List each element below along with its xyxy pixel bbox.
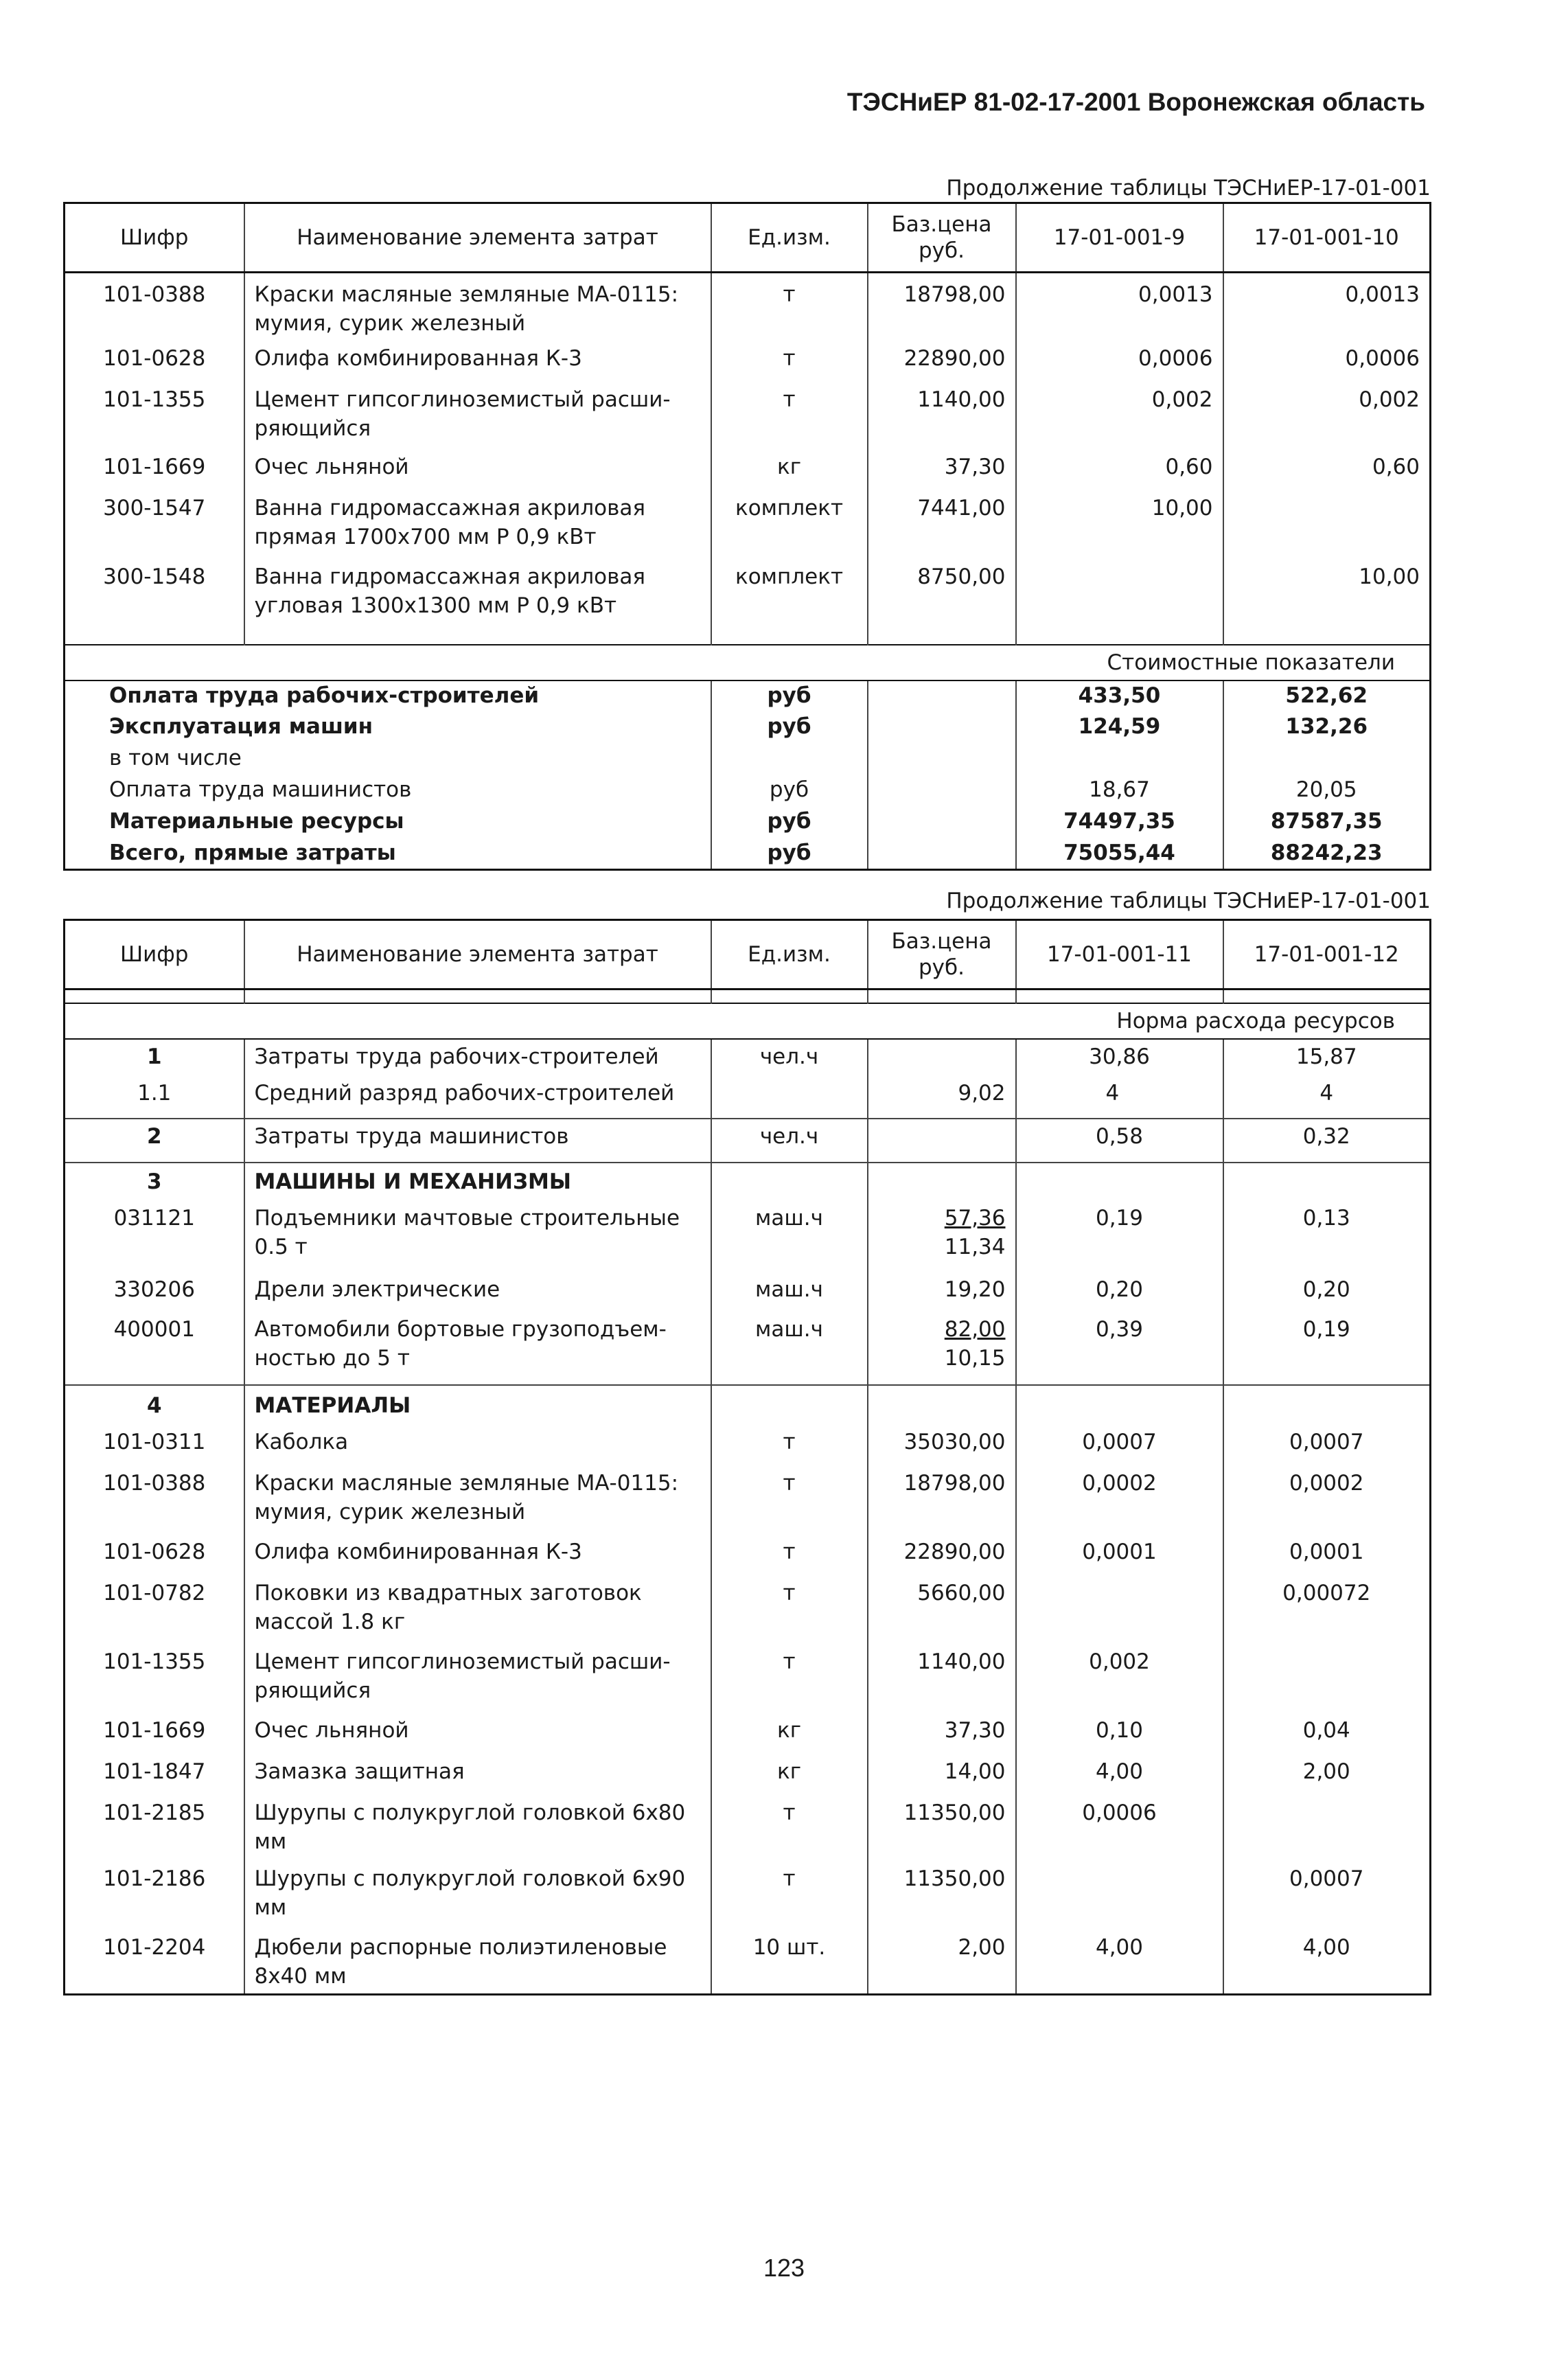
- cost-unit: руб: [711, 775, 868, 807]
- row-code: 300-1548: [65, 562, 244, 631]
- cost-value-2: 522,62: [1223, 681, 1431, 712]
- row-price: 11350,00: [868, 1864, 1016, 1933]
- row-price: 5660,00: [868, 1579, 1016, 1647]
- row-value-1: 0,0007: [1016, 1428, 1223, 1469]
- row-value-2: 2,00: [1223, 1757, 1431, 1798]
- row-value-1: 0,0006: [1016, 1798, 1223, 1864]
- row-name: Ванна гидромассажная акриловая прямая 1700х700 мм Р 0,9 кВт: [244, 494, 711, 562]
- cost-row: [65, 807, 1431, 838]
- col-header-unit: Ед.изм.: [711, 920, 868, 990]
- row-name: Цемент гипсоглиноземистый расши-ряющийся: [244, 1647, 711, 1716]
- table-row: [65, 1864, 1431, 1933]
- cost-unit: руб: [711, 681, 868, 712]
- table1: [63, 202, 1431, 871]
- row-unit: т: [711, 344, 868, 385]
- table-row: [65, 1204, 1431, 1275]
- cost-unit: руб: [711, 807, 868, 838]
- row-unit: маш.ч: [711, 1204, 868, 1275]
- row-value-2: 0,0007: [1223, 1864, 1431, 1933]
- row-code: 101-0388: [65, 273, 244, 344]
- col-header-name: Наименование элемента затрат: [244, 203, 711, 273]
- row-code: 101-0782: [65, 1579, 244, 1647]
- spacer-row: [65, 631, 1431, 645]
- cost-name: Всего, прямые затраты: [65, 838, 711, 870]
- row-name: Подъемники мачтовые строительные 0.5 т: [244, 1204, 711, 1275]
- row-value-1: 0,0001: [1016, 1537, 1223, 1579]
- row-price: 37,30: [868, 453, 1016, 494]
- row-unit: т: [711, 385, 868, 453]
- row-value-1: 0,0013: [1016, 273, 1223, 344]
- row-value-1: 0,0006: [1016, 344, 1223, 385]
- cost-name: Оплата труда машинистов: [65, 775, 711, 807]
- col-header-code: Шифр: [65, 920, 244, 990]
- row-unit: т: [711, 1428, 868, 1469]
- table-row: [65, 453, 1431, 494]
- table2-continuation-label: Продолжение таблицы ТЭСНиЕР-17-01-001: [946, 889, 1431, 913]
- row-value-1: 30,86: [1016, 1039, 1223, 1079]
- row-price: 22890,00: [868, 344, 1016, 385]
- row-unit: [711, 1385, 868, 1428]
- cost-value-1: 75055,44: [1016, 838, 1223, 870]
- row-code: 4: [65, 1385, 244, 1428]
- cost-value-2: [1223, 744, 1431, 775]
- row-value-2: [1223, 1385, 1431, 1428]
- col-header-norm-1: 17-01-001-9: [1016, 203, 1223, 273]
- row-unit: т: [711, 1647, 868, 1716]
- table-row: [65, 1315, 1431, 1385]
- cost-value-2: 87587,35: [1223, 807, 1431, 838]
- row-price: 14,00: [868, 1757, 1016, 1798]
- row-name: Шурупы с полукруглой головкой 6х80 мм: [244, 1798, 711, 1864]
- table-row: [65, 1579, 1431, 1647]
- row-code: 101-0311: [65, 1428, 244, 1469]
- row-unit: кг: [711, 1716, 868, 1757]
- row-code: 3: [65, 1163, 244, 1204]
- page-number: 123: [763, 2254, 805, 2282]
- cost-unit: [711, 744, 868, 775]
- row-unit: т: [711, 1469, 868, 1537]
- cost-value-2: 132,26: [1223, 712, 1431, 744]
- row-unit: маш.ч: [711, 1315, 868, 1385]
- row-value-1: 0,10: [1016, 1716, 1223, 1757]
- row-name: МАТЕРИАЛЫ: [244, 1385, 711, 1428]
- row-value-1: 10,00: [1016, 494, 1223, 562]
- row-name: Автомобили бортовые грузоподъем-ностью до 5 т: [244, 1315, 711, 1385]
- row-value-2: [1223, 1798, 1431, 1864]
- row-value-2: 0,00072: [1223, 1579, 1431, 1647]
- row-value-2: 0,60: [1223, 453, 1431, 494]
- table-row: [65, 1716, 1431, 1757]
- row-price: 2,00: [868, 1933, 1016, 1995]
- table-row: [65, 1163, 1431, 1204]
- table2-header-row: [65, 920, 1431, 990]
- cost-price: [868, 681, 1016, 712]
- row-code: 1.1: [65, 1079, 244, 1119]
- row-unit: 10 шт.: [711, 1933, 868, 1995]
- row-code: 101-0388: [65, 1469, 244, 1537]
- row-value-2: [1223, 494, 1431, 562]
- row-price: 9,02: [868, 1079, 1016, 1119]
- cost-price: [868, 838, 1016, 870]
- table-row: [65, 1647, 1431, 1716]
- row-value-2: 0,0007: [1223, 1428, 1431, 1469]
- cost-value-2: 20,05: [1223, 775, 1431, 807]
- row-name: Дрели электрические: [244, 1275, 711, 1315]
- cost-price: [868, 807, 1016, 838]
- row-code: 101-1355: [65, 385, 244, 453]
- row-name: МАШИНЫ И МЕХАНИЗМЫ: [244, 1163, 711, 1204]
- table-row: [65, 1079, 1431, 1119]
- row-value-2: 4: [1223, 1079, 1431, 1119]
- row-value-1: [1016, 1864, 1223, 1933]
- row-unit: маш.ч: [711, 1275, 868, 1315]
- row-code: 101-1847: [65, 1757, 244, 1798]
- row-unit: кг: [711, 453, 868, 494]
- table-row: [65, 562, 1431, 631]
- col-header-name: Наименование элемента затрат: [244, 920, 711, 990]
- table1-continuation-label: Продолжение таблицы ТЭСНиЕР-17-01-001: [946, 176, 1431, 201]
- row-value-1: 0,20: [1016, 1275, 1223, 1315]
- row-value-2: [1223, 1647, 1431, 1716]
- row-name: Олифа комбинированная К-3: [244, 344, 711, 385]
- price-operator-rate: 11,34: [944, 1234, 1006, 1259]
- row-unit: т: [711, 1864, 868, 1933]
- row-code: 330206: [65, 1275, 244, 1315]
- row-value-1: 0,002: [1016, 385, 1223, 453]
- row-code: 101-1355: [65, 1647, 244, 1716]
- row-name: Краски масляные земляные МА-0115: мумия, сурик железный: [244, 1469, 711, 1537]
- row-unit: т: [711, 273, 868, 344]
- price-machine-rate: 57,36: [944, 1205, 1006, 1231]
- cost-price: [868, 712, 1016, 744]
- row-name: Затраты труда рабочих-строителей: [244, 1039, 711, 1079]
- row-value-2: 0,0002: [1223, 1469, 1431, 1537]
- row-code: 101-1669: [65, 1716, 244, 1757]
- row-price: [868, 1385, 1016, 1428]
- table-row: [65, 344, 1431, 385]
- row-value-2: 0,002: [1223, 385, 1431, 453]
- row-code: 400001: [65, 1315, 244, 1385]
- row-code: 101-2186: [65, 1864, 244, 1933]
- row-price: 8750,00: [868, 562, 1016, 631]
- document-header-title: ТЭСНиЕР 81-02-17-2001 Воронежская область: [846, 88, 1425, 116]
- row-unit: [711, 1079, 868, 1119]
- cost-name: Оплата труда рабочих-строителей: [65, 681, 711, 712]
- row-value-2: 0,0006: [1223, 344, 1431, 385]
- cost-value-1: 74497,35: [1016, 807, 1223, 838]
- row-value-1: 0,002: [1016, 1647, 1223, 1716]
- row-price: 19,20: [868, 1275, 1016, 1315]
- row-value-1: 4,00: [1016, 1933, 1223, 1995]
- row-name: Шурупы с полукруглой головкой 6х90 мм: [244, 1864, 711, 1933]
- row-unit: кг: [711, 1757, 868, 1798]
- table-row: [65, 1798, 1431, 1864]
- row-code: 2: [65, 1119, 244, 1163]
- price-operator-rate: 10,15: [944, 1345, 1006, 1371]
- col-header-code: Шифр: [65, 203, 244, 273]
- row-code: 101-2185: [65, 1798, 244, 1864]
- row-value-1: 4,00: [1016, 1757, 1223, 1798]
- col-header-price: Баз.цена руб.: [868, 203, 1016, 273]
- table1-header-row: [65, 203, 1431, 273]
- cost-value-2: 88242,23: [1223, 838, 1431, 870]
- row-name: Краски масляные земляные МА-0115: мумия, сурик железный: [244, 273, 711, 344]
- row-value-1: 0,58: [1016, 1119, 1223, 1163]
- row-price: 22890,00: [868, 1537, 1016, 1579]
- row-value-2: 0,0013: [1223, 273, 1431, 344]
- table-row: [65, 273, 1431, 344]
- row-price: 35030,00: [868, 1428, 1016, 1469]
- row-name: Олифа комбинированная К-3: [244, 1537, 711, 1579]
- row-code: 101-0628: [65, 1537, 244, 1579]
- table-row: [65, 1385, 1431, 1428]
- row-code: 101-0628: [65, 344, 244, 385]
- row-unit: [711, 1163, 868, 1204]
- cost-value-1: 18,67: [1016, 775, 1223, 807]
- row-value-2: 0,13: [1223, 1204, 1431, 1275]
- row-value-1: [1016, 562, 1223, 631]
- row-unit: т: [711, 1537, 868, 1579]
- row-value-1: 0,0002: [1016, 1469, 1223, 1537]
- row-value-1: 0,39: [1016, 1315, 1223, 1385]
- section-row-cost-indicators: [65, 645, 1431, 681]
- row-price: 1140,00: [868, 385, 1016, 453]
- spacer-row: [65, 990, 1431, 1003]
- table-row: [65, 1039, 1431, 1079]
- cost-price: [868, 744, 1016, 775]
- row-code: 031121: [65, 1204, 244, 1275]
- cost-unit: руб: [711, 712, 868, 744]
- section-label: Стоимостные показатели: [65, 645, 1431, 681]
- table-row: [65, 1275, 1431, 1315]
- col-header-norm-2: 17-01-001-12: [1223, 920, 1431, 990]
- row-price: 7441,00: [868, 494, 1016, 562]
- row-price: [868, 1204, 1016, 1275]
- table-row: [65, 1428, 1431, 1469]
- row-code: 101-1669: [65, 453, 244, 494]
- row-value-2: 0,19: [1223, 1315, 1431, 1385]
- row-code: 1: [65, 1039, 244, 1079]
- col-header-price: Баз.цена руб.: [868, 920, 1016, 990]
- row-unit: т: [711, 1579, 868, 1647]
- table-row: [65, 1537, 1431, 1579]
- cost-row: [65, 744, 1431, 775]
- table-row: [65, 385, 1431, 453]
- cost-row: [65, 775, 1431, 807]
- row-value-1: [1016, 1579, 1223, 1647]
- table2: [63, 919, 1431, 1995]
- cost-name: Эксплуатация машин: [65, 712, 711, 744]
- col-header-norm-1: 17-01-001-11: [1016, 920, 1223, 990]
- row-name: Каболка: [244, 1428, 711, 1469]
- cost-value-1: 124,59: [1016, 712, 1223, 744]
- table-row: [65, 1469, 1431, 1537]
- row-value-2: [1223, 1163, 1431, 1204]
- row-unit: чел.ч: [711, 1039, 868, 1079]
- row-price: 37,30: [868, 1716, 1016, 1757]
- row-unit: чел.ч: [711, 1119, 868, 1163]
- table-row: [65, 494, 1431, 562]
- row-value-2: 10,00: [1223, 562, 1431, 631]
- section-label: Норма расхода ресурсов: [65, 1003, 1431, 1039]
- row-unit: комплект: [711, 494, 868, 562]
- row-value-2: 4,00: [1223, 1933, 1431, 1995]
- cost-row: [65, 681, 1431, 712]
- cost-unit: руб: [711, 838, 868, 870]
- col-header-unit: Ед.изм.: [711, 203, 868, 273]
- row-value-1: [1016, 1385, 1223, 1428]
- row-value-1: 0,60: [1016, 453, 1223, 494]
- row-price: 18798,00: [868, 273, 1016, 344]
- row-price: [868, 1163, 1016, 1204]
- col-header-norm-2: 17-01-001-10: [1223, 203, 1431, 273]
- row-value-2: 0,32: [1223, 1119, 1431, 1163]
- row-value-1: [1016, 1163, 1223, 1204]
- row-value-2: 0,0001: [1223, 1537, 1431, 1579]
- row-price: [868, 1315, 1016, 1385]
- row-value-1: 4: [1016, 1079, 1223, 1119]
- row-price: 18798,00: [868, 1469, 1016, 1537]
- table-row: [65, 1933, 1431, 1995]
- row-name: Дюбели распорные полиэтиленовые 8х40 мм: [244, 1933, 711, 1995]
- cost-name: в том числе: [65, 744, 711, 775]
- row-name: Средний разряд рабочих-строителей: [244, 1079, 711, 1119]
- cost-name: Материальные ресурсы: [65, 807, 711, 838]
- row-price: [868, 1119, 1016, 1163]
- row-name: Поковки из квадратных заготовок массой 1.8 кг: [244, 1579, 711, 1647]
- row-name: Затраты труда машинистов: [244, 1119, 711, 1163]
- table-row: [65, 1757, 1431, 1798]
- row-value-2: 15,87: [1223, 1039, 1431, 1079]
- row-name: Замазка защитная: [244, 1757, 711, 1798]
- row-code: 300-1547: [65, 494, 244, 562]
- row-value-2: 0,04: [1223, 1716, 1431, 1757]
- row-code: 101-2204: [65, 1933, 244, 1995]
- section-row-resource-norms: [65, 1003, 1431, 1039]
- table-row: [65, 1119, 1431, 1163]
- row-name: Очес льняной: [244, 453, 711, 494]
- cost-row: [65, 838, 1431, 870]
- row-unit: т: [711, 1798, 868, 1864]
- row-value-1: 0,19: [1016, 1204, 1223, 1275]
- cost-value-1: 433,50: [1016, 681, 1223, 712]
- row-name: Очес льняной: [244, 1716, 711, 1757]
- row-price: 1140,00: [868, 1647, 1016, 1716]
- row-unit: комплект: [711, 562, 868, 631]
- row-name: Ванна гидромассажная акриловая угловая 1300х1300 мм Р 0,9 кВт: [244, 562, 711, 631]
- price-machine-rate: 82,00: [944, 1316, 1006, 1342]
- row-price: 11350,00: [868, 1798, 1016, 1864]
- row-value-2: 0,20: [1223, 1275, 1431, 1315]
- cost-row: [65, 712, 1431, 744]
- cost-value-1: [1016, 744, 1223, 775]
- row-price: [868, 1039, 1016, 1079]
- cost-price: [868, 775, 1016, 807]
- row-name: Цемент гипсоглиноземистый расши-ряющийся: [244, 385, 711, 453]
